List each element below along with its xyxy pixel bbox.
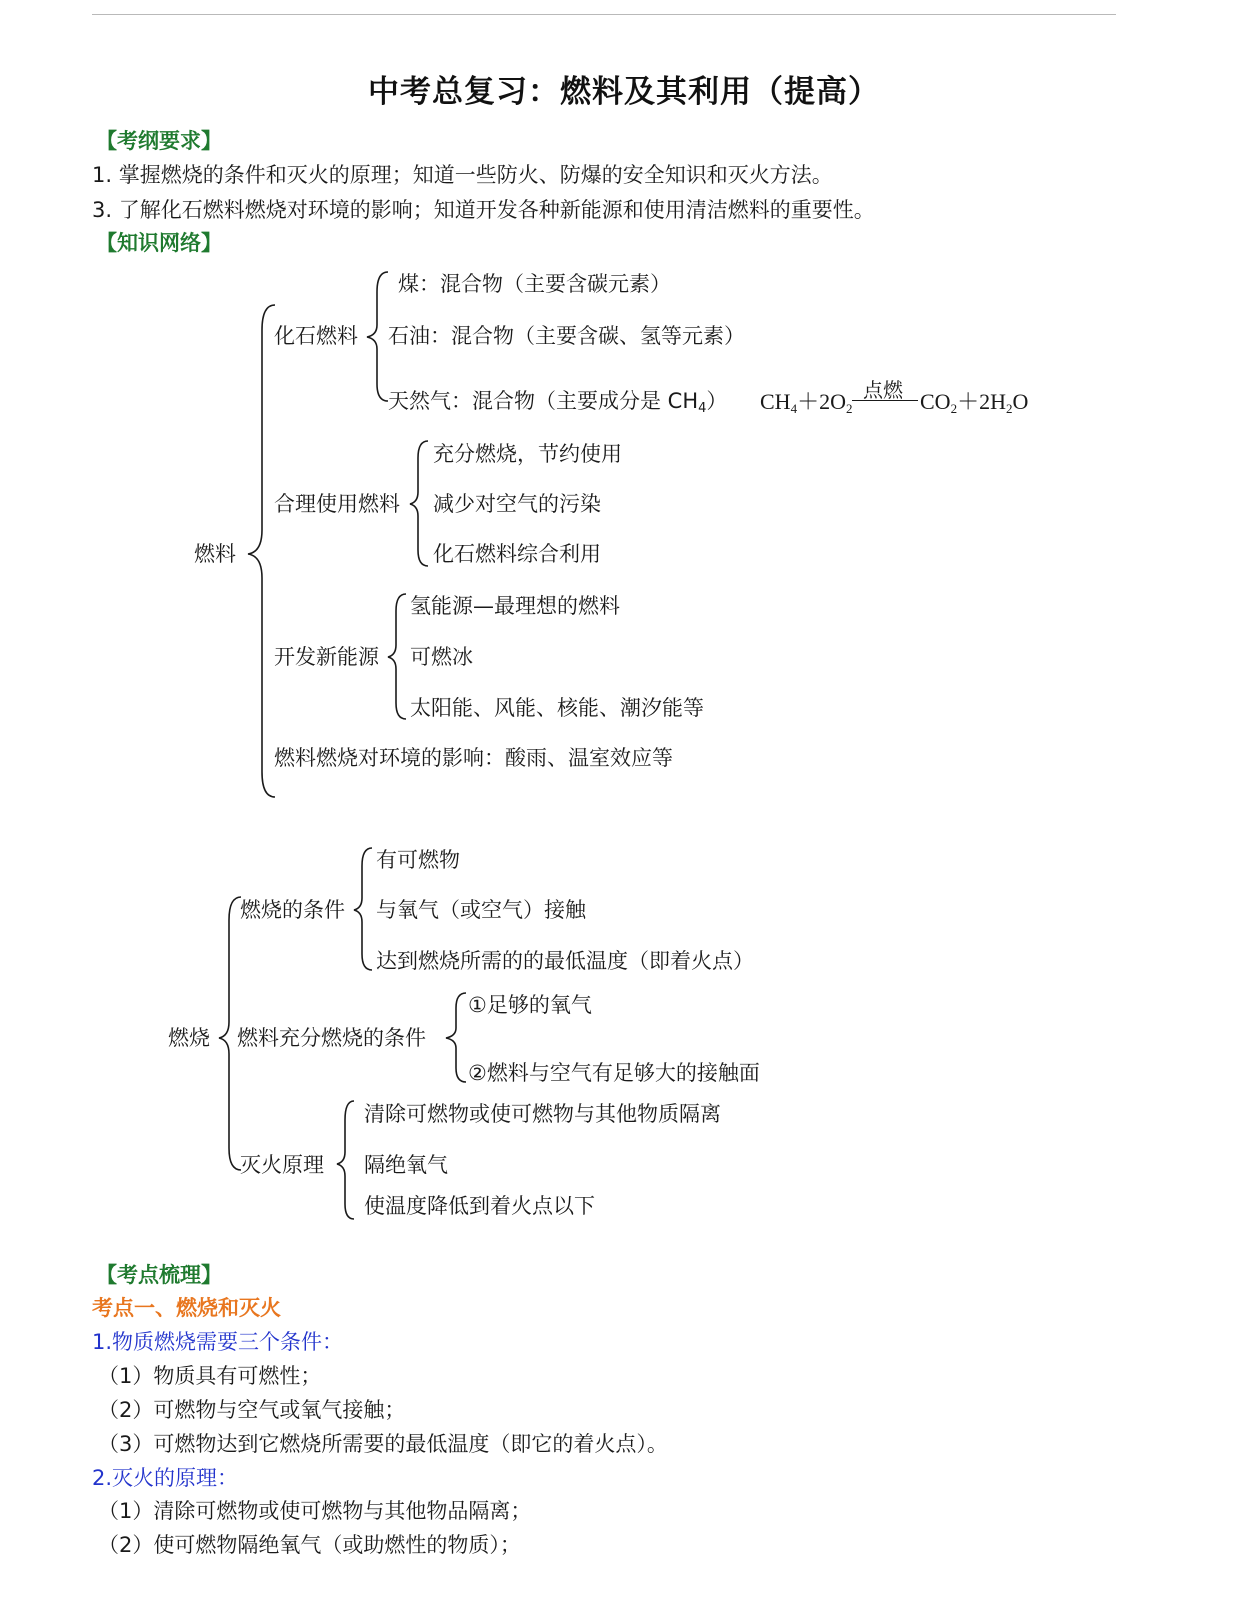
kaodian-1-item-3: （3）可燃物达到它燃烧所需要的最低温度（即它的着火点）。 bbox=[98, 1432, 668, 1456]
leaf-condition-3: 达到燃烧所需的的最低温度（即着火点） bbox=[376, 949, 754, 973]
leaf-natural-gas: 天然气：混合物（主要成分是 $CH_4$） bbox=[388, 389, 728, 416]
node-new-energy: 开发新能源 bbox=[274, 645, 379, 669]
kaodian-1-item-5: （2）使可燃物隔绝氧气（或助燃性的物质）； bbox=[98, 1533, 521, 1557]
kaodian-1-item-2: （2）可燃物与空气或氧气接触； bbox=[98, 1398, 406, 1422]
equation-arrow-line bbox=[852, 400, 918, 401]
section-outline: 【考纲要求】 bbox=[96, 129, 222, 153]
leaf-oil: 石油：混合物（主要含碳、氢等元素） bbox=[388, 324, 745, 348]
kaodian-1-heading: 考点一、燃烧和灭火 bbox=[92, 1296, 281, 1320]
tree2-root: 燃烧 bbox=[168, 1026, 210, 1050]
leaf-rational-1: 充分燃烧，节约使用 bbox=[433, 442, 622, 466]
node-full-burn: 燃料充分燃烧的条件 bbox=[237, 1026, 426, 1050]
leaf-full-burn-2: ②燃料与空气有足够大的接触面 bbox=[468, 1061, 760, 1085]
leaf-rational-3: 化石燃料综合利用 bbox=[433, 542, 601, 566]
equation-products: $CO_2+2H_2O$ bbox=[920, 389, 1029, 416]
leaf-full-burn-1: ①足够的氧气 bbox=[468, 993, 592, 1017]
leaf-energy-1: 氢能源—最理想的燃料 bbox=[410, 594, 620, 618]
kaodian-1-item-1: （1）物质具有可燃性； bbox=[98, 1364, 322, 1388]
bracket-rational bbox=[410, 441, 428, 566]
node-fossil-fuel: 化石燃料 bbox=[274, 324, 358, 348]
leaf-condition-1: 有可燃物 bbox=[376, 848, 460, 872]
section-network: 【知识网络】 bbox=[96, 231, 222, 255]
bracket-new-energy bbox=[388, 594, 406, 719]
bracket-fuel-root bbox=[248, 305, 275, 797]
node-extinguish: 灭火原理 bbox=[240, 1153, 324, 1177]
bracket-extinguish bbox=[337, 1101, 354, 1219]
tree1-root: 燃料 bbox=[194, 542, 236, 566]
equation-reactants: $CH_4+2O_2$ bbox=[760, 389, 853, 416]
section-points: 【考点梳理】 bbox=[96, 1263, 222, 1287]
leaf-coal: 煤：混合物（主要含碳元素） bbox=[398, 272, 671, 296]
outline-item-1: 1. 掌握燃烧的条件和灭火的原理；知道一些防火、防爆的安全知识和灭火方法。 bbox=[92, 163, 833, 187]
page-title: 中考总复习：燃料及其利用（提高） bbox=[368, 74, 880, 110]
leaf-energy-2: 可燃冰 bbox=[410, 645, 473, 669]
leaf-extinguish-1: 清除可燃物或使可燃物与其他物质隔离 bbox=[364, 1102, 721, 1126]
leaf-energy-3: 太阳能、风能、核能、潮汐能等 bbox=[410, 696, 704, 720]
kaodian-1-sub-2: 2.灭火的原理： bbox=[92, 1466, 239, 1490]
equation-condition: 点燃 bbox=[863, 378, 903, 402]
bracket-conditions bbox=[354, 848, 372, 970]
outline-item-2: 3. 了解化石燃料燃烧对环境的影响；知道开发各种新能源和使用清洁燃料的重要性。 bbox=[92, 198, 875, 222]
leaf-extinguish-2: 隔绝氧气 bbox=[364, 1153, 448, 1177]
kaodian-1-item-4: （1）清除可燃物或使可燃物与其他物品隔离； bbox=[98, 1499, 532, 1523]
leaf-extinguish-3: 使温度降低到着火点以下 bbox=[364, 1194, 595, 1218]
leaf-condition-2: 与氧气（或空气）接触 bbox=[376, 898, 586, 922]
leaf-rational-2: 减少对空气的污染 bbox=[433, 492, 601, 516]
node-rational-use: 合理使用燃料 bbox=[274, 492, 400, 516]
kaodian-1-sub-1: 1.物质燃烧需要三个条件： bbox=[92, 1330, 344, 1354]
bracket-full-burn bbox=[446, 993, 466, 1082]
bracket-fossil bbox=[367, 272, 388, 401]
node-burn-conditions: 燃烧的条件 bbox=[240, 898, 345, 922]
node-environment: 燃料燃烧对环境的影响：酸雨、温室效应等 bbox=[274, 746, 673, 770]
